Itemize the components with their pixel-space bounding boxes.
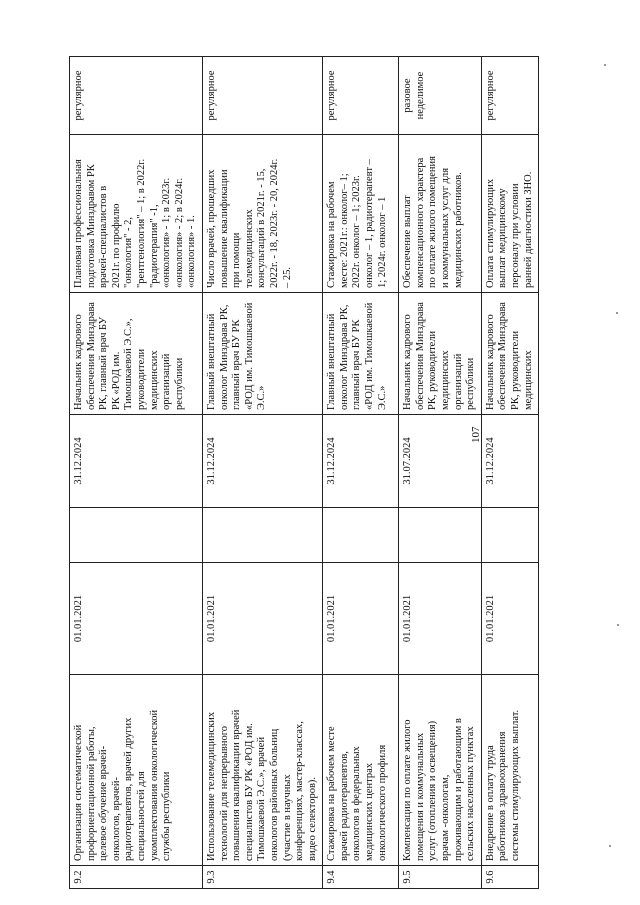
start-date: 01.01.2021 — [481, 563, 538, 675]
table-row — [481, 57, 538, 889]
responsible-parties: Начальник кадрового обеспечения Минздрава РК, главный врач БУ РК «РОД им. Тимошкаевой Э.С.», руководители медицинских организаций республики — [70, 293, 203, 415]
event-description: Компенсации по оплате жилого помещения и коммунальных услуг (отопления и освещения) врачам -онкологам, проживающим и работающим в сельских населенных пунктах — [399, 675, 482, 866]
spacer-cell — [202, 508, 322, 563]
start-date: 01.01.2021 — [70, 563, 203, 675]
row-number: 9.4 — [323, 866, 399, 889]
end-date: 31.12.2024 — [481, 415, 538, 508]
row-number: 9.6 — [481, 866, 538, 889]
start-date: 01.01.2021 — [399, 563, 482, 675]
periodicity: регулярное — [481, 57, 538, 135]
scan-speck — [604, 64, 606, 66]
end-date: 31.12.2024 — [323, 415, 399, 508]
row-number: 9.2 — [70, 866, 203, 889]
row-number: 9.3 — [202, 866, 322, 889]
spacer-cell — [70, 508, 203, 563]
event-description: Внедрение в оплату труда работников здравоохранения системы стимулирующих выплат. — [481, 675, 538, 866]
table-body — [70, 57, 539, 889]
page-number: 107 — [470, 426, 482, 443]
responsible-parties: Главный внештатный онколог Минздрава РК, главный врач БУ РК «РОД им. Тимошкаевой Э.С.» — [202, 293, 322, 415]
start-date: 01.01.2021 — [202, 563, 322, 675]
expected-result: Число врачей, прошедших повышение квалификации при помощи телемедицинских консультаций в 2021г. - 15, 2022г. - 18, 2023г. - 20, 2024г. – 25. — [202, 135, 322, 293]
expected-result: Обеспечение выплат компенсационного характера по оплате жилого помещения и коммунальных услуг для медицинских работников. — [399, 135, 482, 293]
spacer-cell — [399, 508, 482, 563]
start-date: 01.01.2021 — [323, 563, 399, 675]
expected-result: Стажировка на рабочем месте: 2021г.: онколог– 1; 2022г. онколог – 1; 2023г. онколог – 1, радиотерапевт – 1; 2024г. онколог – 1 — [323, 135, 399, 293]
scan-speck — [617, 624, 619, 626]
table-row — [70, 57, 203, 889]
responsible-parties: Начальник кадрового обеспечения Минздрава РК, руководители медицинских — [481, 293, 538, 415]
spacer-cell — [323, 508, 399, 563]
measures-table — [69, 56, 539, 889]
periodicity: регулярное — [202, 57, 322, 135]
spacer-cell — [481, 508, 538, 563]
end-date: 31.12.2024 — [202, 415, 322, 508]
event-description: Организация систематической профориентационной работы, целевое обучение врачей- онкологов, врачей- радиотерапевтов, врачей других специальностей для укомплектования онкологической службы республики — [70, 675, 203, 866]
responsible-parties: Главный внештатный онколог Минздрава РК, главный врач БУ РК «РОД им. Тимошкаевой Э.С.» — [323, 293, 399, 415]
periodicity: регулярное — [70, 57, 203, 135]
table-row — [202, 57, 322, 889]
end-date: 31.12.2024 — [70, 415, 203, 508]
table-row — [323, 57, 399, 889]
event-description: Стажировка на рабочем месте врачей радиотерапевтов, онкологов в федеральных медицинских центрах онкологического профиля — [323, 675, 399, 866]
periodicity: регулярное — [323, 57, 399, 135]
periodicity: разовое неделимое — [399, 57, 482, 135]
scan-speck — [609, 845, 611, 847]
end-date: 31.07.2024 — [399, 415, 482, 508]
scan-speck — [616, 312, 618, 314]
event-description: Использование телемедицинских технологий для непрерывного повышения квалификации врачей специалистов БУ РК «РОД им. Тимошкаевой Э.С.», врачей онкологов районных больниц (участие в научных конференциях, мастер-классах, видео селекторов). — [202, 675, 322, 866]
row-number: 9.5 — [399, 866, 482, 889]
expected-result: Плановая профессиональная подготовка Минздравом РК врачей-специалистов в 2021г. по профилю "онкология" - 2, "рентгенология" – 1; в 2022г. "радиотерапия" -1, «онкология» - 1; в 2023г. «онкология» - 2; в 2024г. «онкология» - 1. — [70, 135, 203, 293]
expected-result: Оплата стимулирующих выплат медицинскому персоналу при условии ранней диагностики ЗНО. — [481, 135, 538, 293]
responsible-parties: Начальник кадрового обеспечения Минздрава РК, руководители медицинских организаций республики — [399, 293, 482, 415]
table-row — [399, 57, 482, 889]
